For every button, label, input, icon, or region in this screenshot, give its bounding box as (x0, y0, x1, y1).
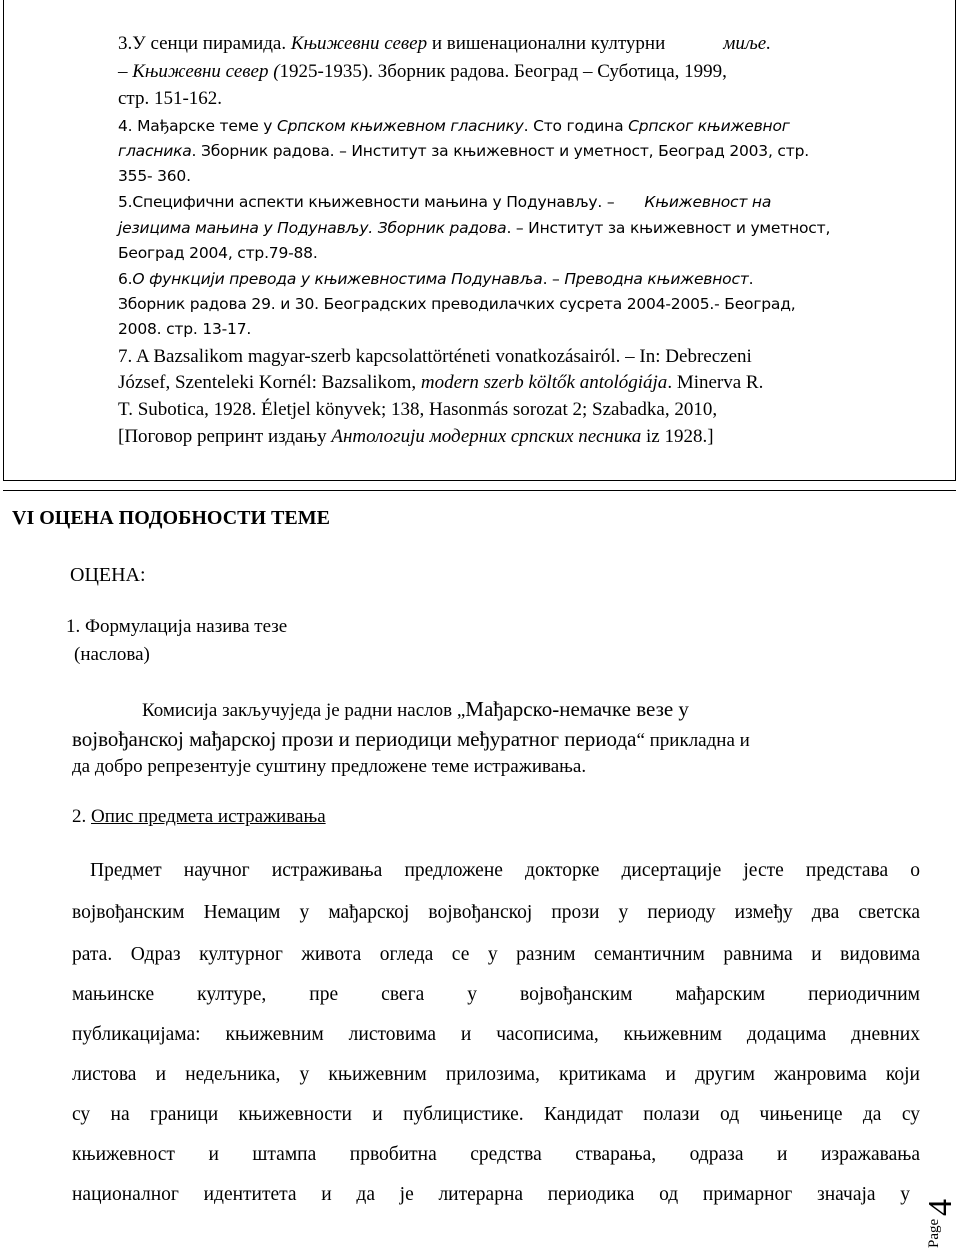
reference-3-line-2 (118, 61, 727, 83)
ref-italic: Српског књижевног (628, 117, 790, 135)
ref-text: . Зборник радова. – Институт за књижевност и уметност, Београд 2003, стр. (191, 142, 809, 160)
ref-italic: Књижевни север ( (132, 61, 280, 82)
ref-text: . Сто година (523, 117, 629, 135)
item-number: 2. (72, 806, 91, 827)
ref-italic: језицима мањина у Подунављу. Зборник радова (118, 219, 507, 237)
item-1-title: 1. Формулација назива тезе (66, 616, 288, 637)
reference-7-line-2 (118, 372, 763, 394)
ref-text: . Minerva R. (667, 372, 764, 393)
ref-italic: Књижевни север (290, 33, 428, 54)
reference-7-line-4 (118, 426, 714, 448)
commission-line-3: да добро репрезентује суштину предложене теме истраживања. (72, 756, 587, 777)
ref-text: 3.У сенци пирамида. (118, 33, 291, 54)
ref-italic: Преводна књижевност (564, 270, 749, 288)
page-number: 4 (922, 1199, 959, 1216)
reference-5-line-1 (118, 193, 771, 211)
grade-label: ОЦЕНА: (70, 564, 146, 586)
body-line: Предмет научног истраживања предложене докторке дисертације јесте представа о (90, 860, 920, 881)
body-line: су на граници књижевности и публицистике. Кандидат полази од чињенице да су (72, 1104, 920, 1125)
commission-line-1 (142, 697, 689, 722)
reference-6-line-3: 2008. стр. 13-17. (118, 320, 252, 338)
ref-text: и вишенационални културни (427, 33, 666, 54)
ref-italic: О функцији превода у књижевностима Подунавља (132, 270, 543, 288)
reference-3-line-3: стр. 151-162. (118, 88, 223, 109)
ref-italic: гласника (118, 142, 192, 160)
body-line: књижевност и штампа првобитна средства стварања, одраза и изражавања (72, 1144, 920, 1165)
ref-text: . – Институт за књижевност и уметност, (506, 219, 831, 237)
reference-7-line-1: 7. A Bazsalikom magyar-szerb kapcsolattörténeti vonatkozásairól. – In: Debreczeni (118, 346, 752, 367)
commission-line-2 (72, 727, 750, 752)
section-divider (3, 490, 956, 491)
ref-text: . – (542, 270, 565, 288)
thesis-title: Мађарско-немачке везе у (465, 697, 689, 721)
ref-text: 1925-1935). Зборник радова. Београд – Суботица, 1999, (279, 61, 727, 82)
thesis-title: војвођанској мађарској прози и периодици међуратног периода (72, 727, 637, 751)
reference-5-line-3: Београд 2004, стр.79-88. (118, 244, 318, 262)
item-label: Опис предмета истраживања (91, 806, 326, 827)
ref-italic: Књижевност на (644, 193, 772, 211)
body-line: националног идентитета и да је литерарна периодика од примарног значаја у (72, 1184, 910, 1205)
reference-5-line-2 (118, 219, 830, 237)
reference-7-line-3: T. Subotica, 1928. Életjel könyvek; 138, Hasonmás sorozat 2; Szabadka, 2010, (118, 399, 718, 420)
reference-6-line-1 (118, 270, 753, 288)
item-2-title (72, 806, 326, 828)
body-line: мањинске културе, пре свега у војвођанским мађарским периодичним (72, 984, 920, 1005)
reference-4-line-3: 355- 360. (118, 167, 191, 185)
text-run: Комисија закључуједа је радни наслов „ (142, 700, 466, 721)
reference-4-line-1 (118, 117, 790, 135)
reference-4-line-2 (118, 142, 809, 160)
ref-text: iz 1928.] (641, 426, 714, 447)
reference-6-line-2: Зборник радова 29. и 30. Београдских преводилачких сусрета 2004-2005.- Београд, (118, 295, 796, 313)
item-1-subtitle: (наслова) (74, 644, 150, 665)
ref-italic: миље. (723, 33, 771, 54)
text-run: “ прикладна и (636, 730, 750, 751)
ref-text: 5.Специфични аспекти књижевности мањина у Подунављу. – (118, 193, 615, 211)
page-word: Page (926, 1218, 942, 1248)
body-line: рата. Одраз културног живота огледа се у разним семантичним равнима и видовима (72, 944, 920, 965)
reference-3-line-1 (118, 33, 771, 55)
ref-text: [Поговор репринт издању (118, 426, 332, 447)
ref-italic: modern szerb költők antológiája (420, 372, 668, 393)
ref-italic: Српском књижевном гласнику (276, 117, 524, 135)
section-heading: VI ОЦЕНА ПОДОБНОСТИ ТЕМЕ (12, 507, 330, 529)
body-line: листова и недељника, у књижевним прилозима, критикама и другим жанровима који (72, 1064, 920, 1085)
ref-text: . (748, 270, 754, 288)
body-line: војвођанским Немацим у мађарској војвођанској прози у периоду између два светска (72, 902, 920, 923)
ref-text: – (118, 61, 133, 82)
ref-text: József, Szenteleki Kornél: Bazsalikom, (118, 372, 421, 393)
ref-text: 6. (118, 270, 133, 288)
ref-text: 4. Мађарске теме у (118, 117, 277, 135)
body-line: публикацијама: књижевним листовима и часописима, књижевним додацима дневних (72, 1024, 920, 1045)
page-number-marker (922, 1170, 960, 1250)
ref-italic: Антологији модерних српских песника (331, 426, 642, 447)
